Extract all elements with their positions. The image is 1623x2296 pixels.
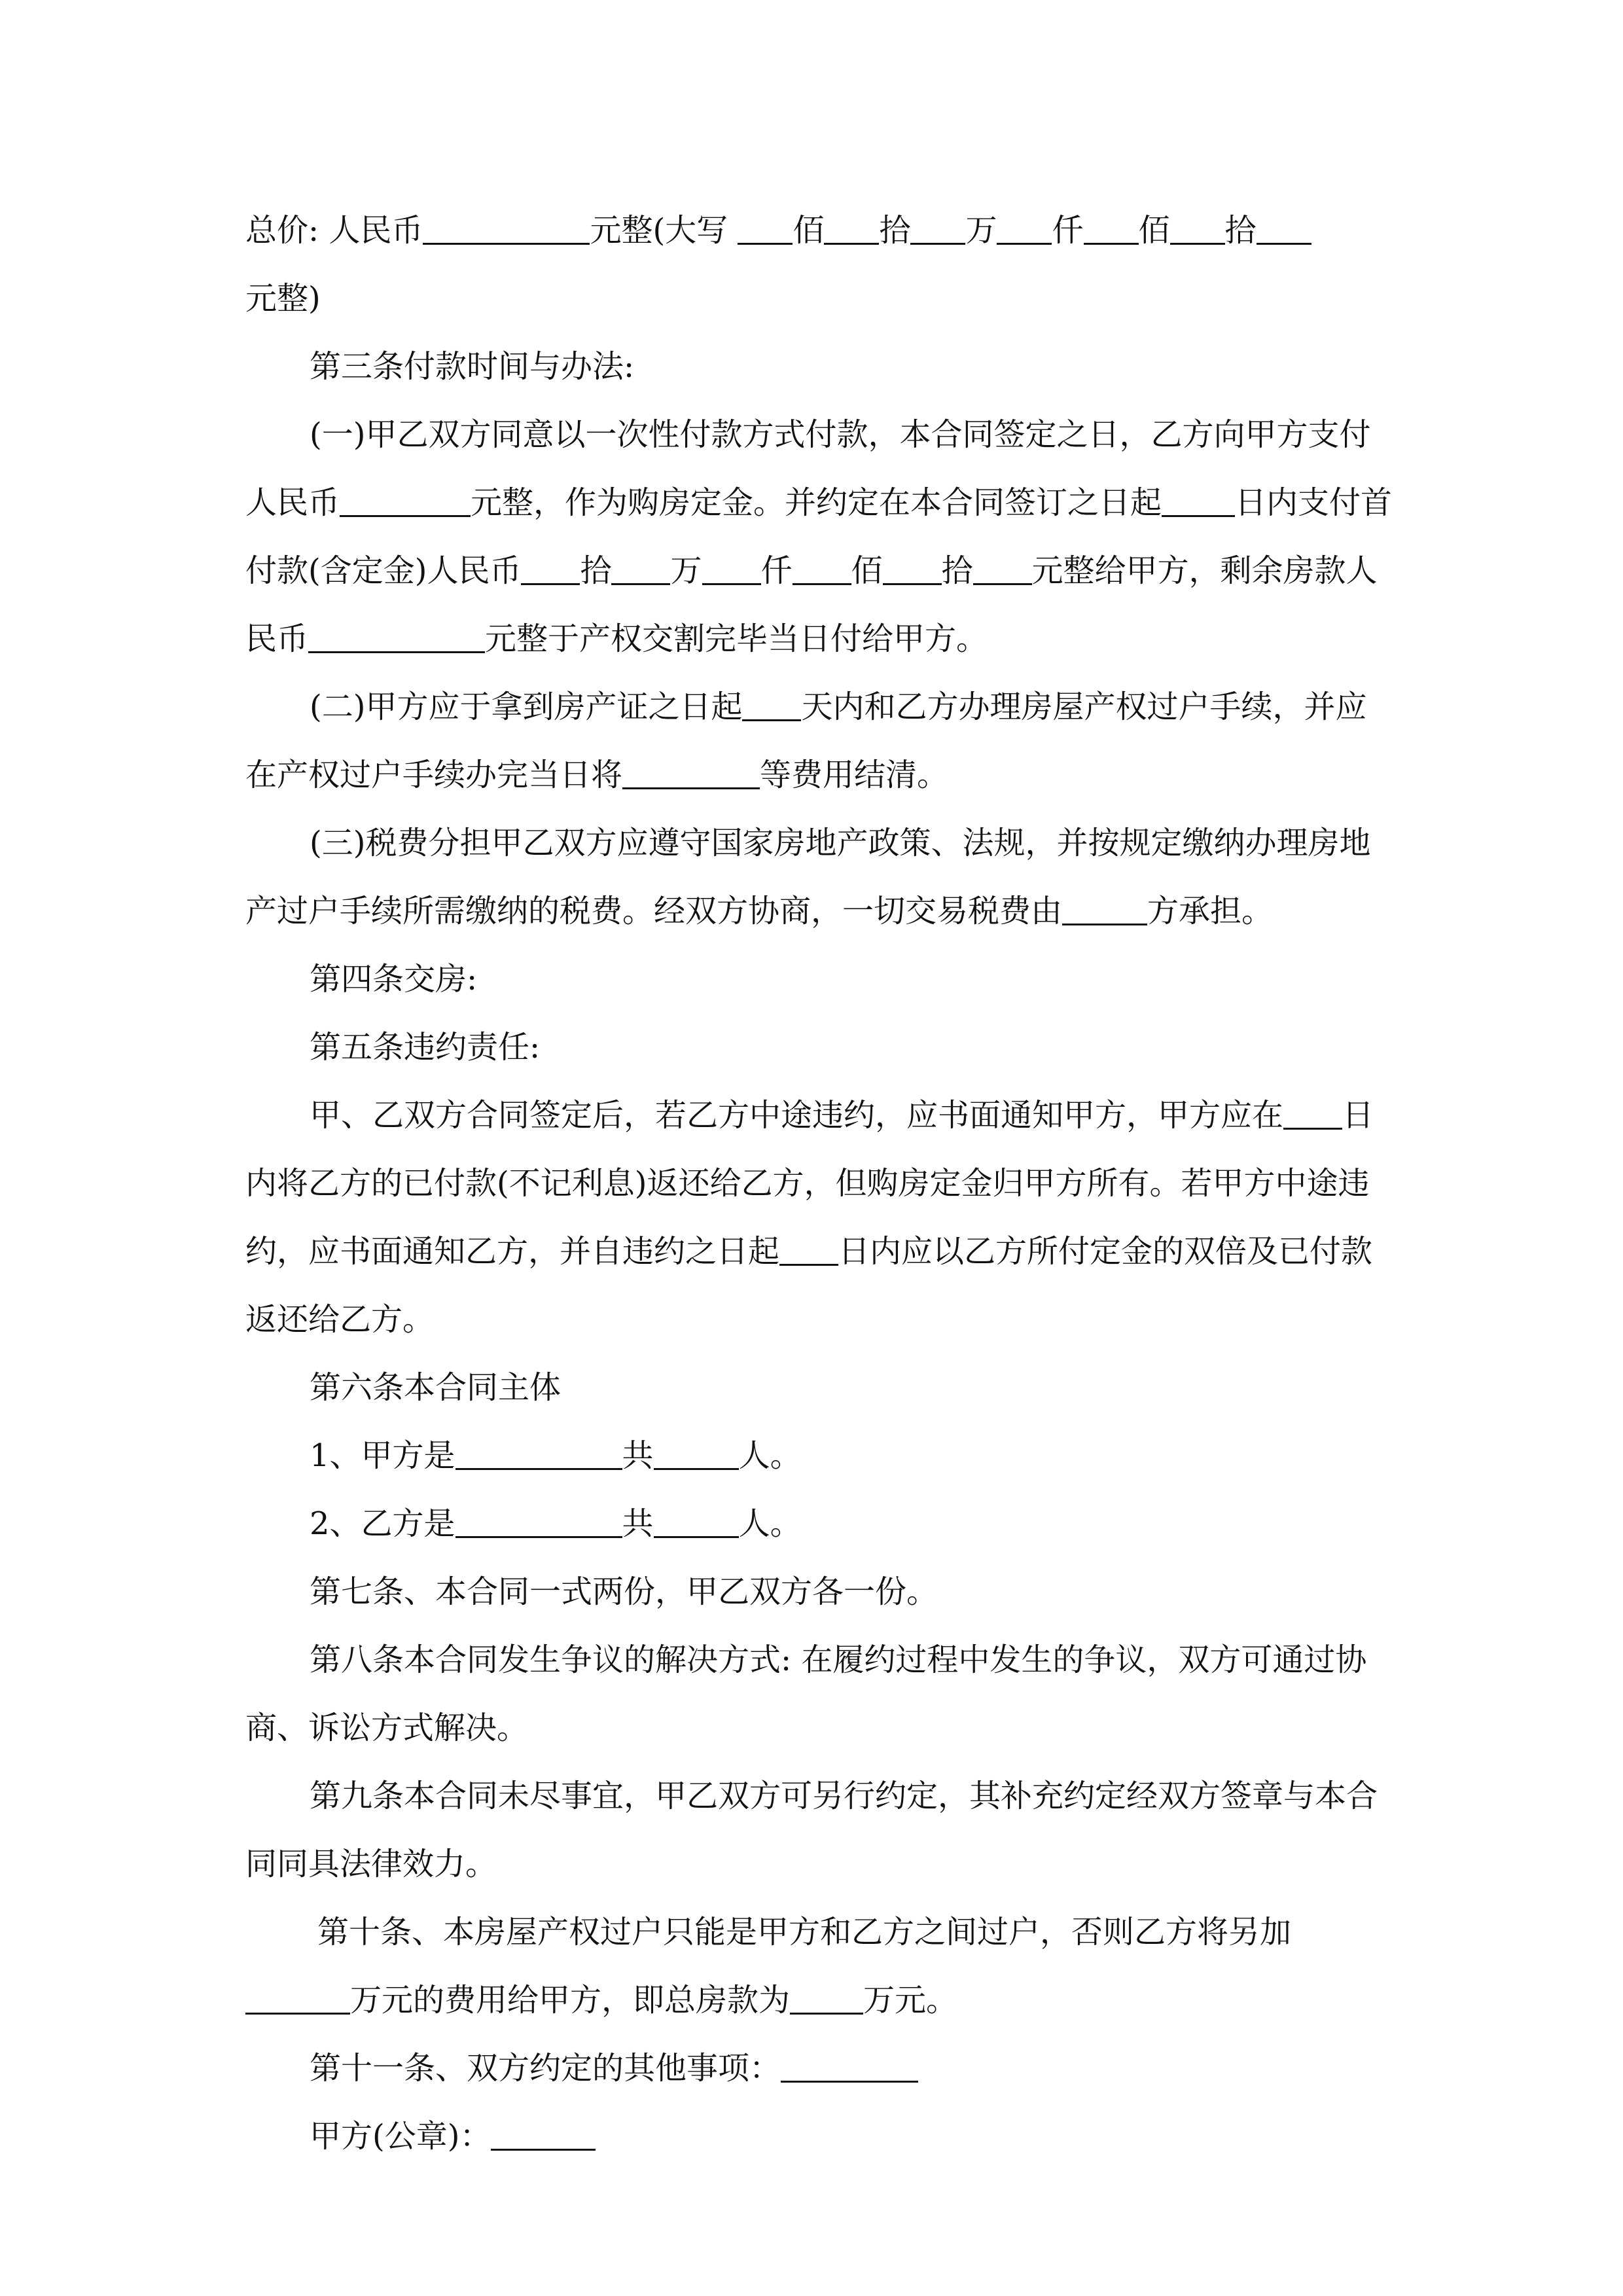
total-price-line [245, 196, 1394, 264]
article-3-heading: 第三条付款时间与办法: [310, 348, 635, 385]
blank-unit [824, 211, 879, 245]
blank-unit [521, 552, 580, 585]
blank-extra-amount [245, 1981, 350, 2015]
unit-wan: 万 [965, 212, 997, 249]
blank-unit [1084, 211, 1139, 245]
blank-days [742, 688, 801, 721]
blank-days [1283, 1096, 1342, 1130]
article-8: 第八条本合同发生争议的解决方式: 在履约过程中发生的争议，双方可通过协商、诉讼方式解决。 [245, 1641, 1367, 1746]
blank-unit [1170, 211, 1225, 245]
blank-unit [1257, 211, 1311, 245]
article-3-clause-3: (三)税费分担甲乙双方应遵守国家房地产政策、法规，并按规定缴纳办理房地产过户手续所需缴纳的税费。经双方协商，一切交易税费由 方承担。 [245, 825, 1371, 929]
blank-other-matters [781, 2049, 918, 2083]
blank-unit [738, 211, 793, 245]
blank-party-b-name [455, 1505, 622, 1538]
blank-unit [910, 211, 965, 245]
blank-party-a-name [455, 1437, 622, 1470]
unit-bai: 佰 [1138, 212, 1170, 249]
article-6-heading: 第六条本合同主体 [310, 1369, 562, 1406]
blank-total-amount [790, 1981, 863, 2015]
article-5-body: 甲、乙双方合同签定后，若乙方中途违约，应书面通知甲方，甲方应在 日内将乙方的已付款(不记利息)返还给乙方，但购房定金归甲方所有。若甲方中途违约，应书面通知乙方，并自违约之日起 日内应以乙方所付定金的双倍及已付款返还给乙方。 [245, 1097, 1374, 1338]
blank-days [779, 1232, 838, 1266]
article-7: 第七条、本合同一式两份，甲乙双方各一份。 [310, 1573, 938, 1610]
blank-unit [793, 552, 851, 585]
capital-label: 元整(大写 [590, 212, 728, 249]
party-a-seal-line: 甲方(公章)： [245, 2102, 1394, 2170]
blank-fees [622, 756, 760, 789]
blank-party-a-seal [491, 2117, 596, 2151]
blank-unit [702, 552, 761, 585]
article-10: 第十条、本房屋产权过户只能是甲方和乙方之间过户，否则乙方将另加万元的费用给甲方，即总房款为 万元。 [245, 1898, 1394, 2034]
total-price-label: 总价: 人民币 [245, 212, 423, 249]
document-body [245, 196, 1394, 2170]
blank-rmb-amount [423, 211, 590, 245]
blank-unit [883, 552, 942, 585]
article-11: 第十一条、双方约定的其他事项： [245, 2034, 1394, 2102]
blank-unit [973, 552, 1032, 585]
blank-remaining-amount [308, 620, 485, 653]
article-3-clause-1: (一)甲乙双方同意以一次性付款方式付款，本合同签定之日，乙方向甲方支付人民币 元整，作为购房定金。并约定在本合同签订之日起 日内支付首付款(含定金)人民币 拾 万 仟 佰 拾 元整给甲方，剩余房款人民币 元整于产权交割完毕当日付给甲方。 [245, 416, 1393, 657]
unit-shi: 拾 [1224, 212, 1257, 249]
article-3-clause-2: (二)甲方应于拿到房产证之日起 天内和乙方办理房屋产权过户手续，并应在产权过户手续办完当日将 等费用结清。 [245, 689, 1367, 793]
blank-party [1062, 892, 1147, 925]
unit-qian: 仟 [1052, 212, 1084, 249]
blank-unit [997, 211, 1052, 245]
total-price-line-end: 元整) [245, 280, 321, 317]
article-5-heading: 第五条违约责任: [310, 1029, 541, 1066]
party-a-line: 1、甲方是 共 人。 [310, 1437, 802, 1474]
unit-bai: 佰 [793, 212, 825, 249]
article-9: 第九条本合同未尽事宜，甲乙双方可另行约定，其补充约定经双方签章与本合同同具法律效力。 [245, 1778, 1378, 1882]
blank-party-a-count [654, 1437, 739, 1470]
party-b-line: 2、乙方是 共 人。 [310, 1505, 802, 1542]
blank-days [1162, 484, 1235, 517]
blank-deposit-amount [340, 484, 471, 517]
unit-shi: 拾 [879, 212, 911, 249]
blank-party-b-count [654, 1505, 739, 1538]
blank-unit [611, 552, 670, 585]
article-4-heading: 第四条交房: [310, 961, 478, 997]
